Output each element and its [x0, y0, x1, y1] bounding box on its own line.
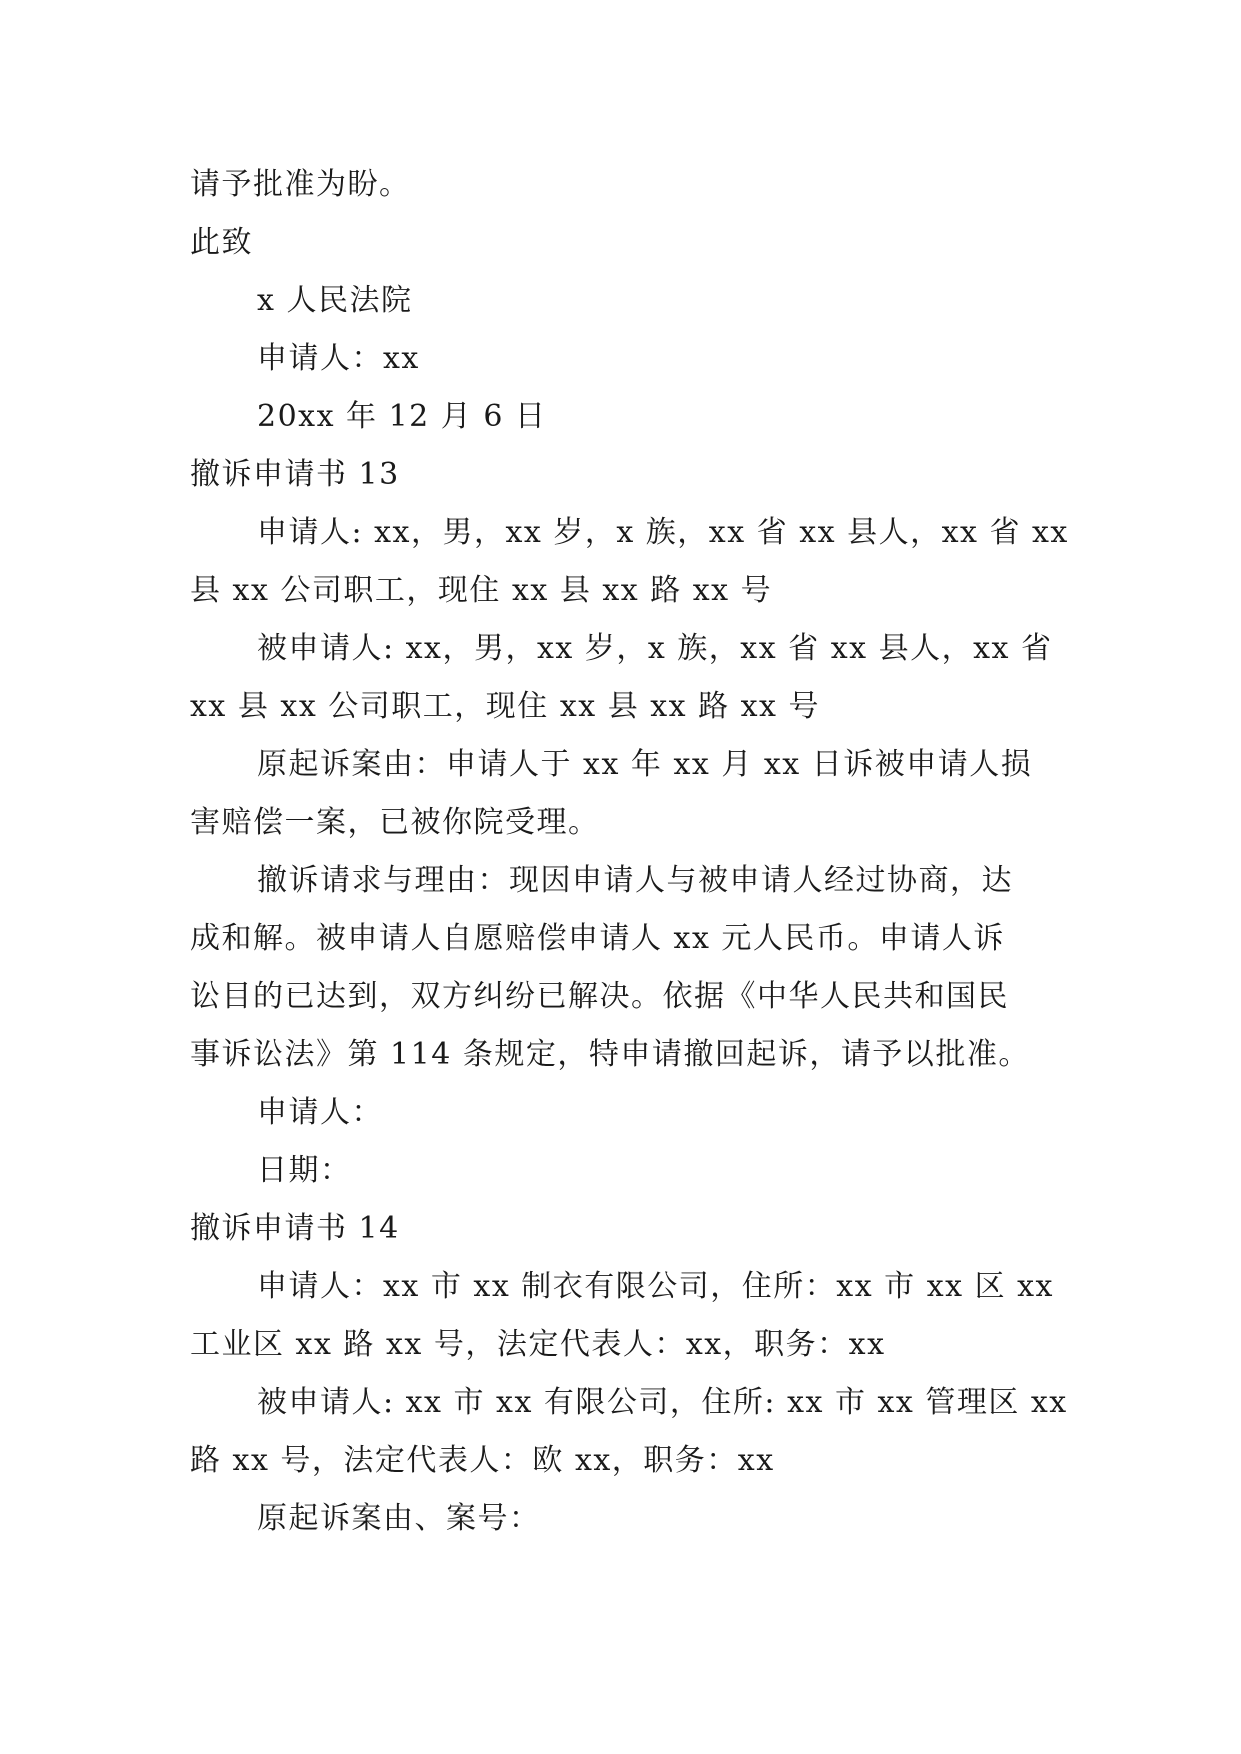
text-line: 请予批准为盼。 — [190, 167, 411, 202]
court-name: x 人民法院 — [257, 283, 413, 318]
text-line: 事诉讼法》第 114 条规定，特申请撤回起诉，请予以批准。 — [190, 1037, 1030, 1072]
text-line: 成和解。被申请人自愿赔偿申请人 xx 元人民币。申请人诉 — [190, 921, 1005, 956]
applicant-signature: 申请人： — [257, 1095, 383, 1130]
text-line: 县 xx 公司职工，现住 xx 县 xx 路 xx 号 — [190, 573, 773, 608]
text-line: 原起诉案由：申请人于 xx 年 xx 月 xx 日诉被申请人损 — [257, 747, 1033, 782]
text-line: 申请人：xx 市 xx 制衣有限公司，住所：xx 市 xx 区 xx — [257, 1269, 1054, 1304]
text-line: 被申请人: xx 市 xx 有限公司，住所: xx 市 xx 管理区 xx — [257, 1385, 1068, 1420]
date-line: 日期： — [257, 1153, 352, 1188]
text-line: 申请人: xx，男，xx 岁，x 族，xx 省 xx 县人，xx 省 xx — [257, 515, 1069, 550]
section-heading: 撤诉申请书 13 — [190, 457, 400, 492]
text-line: 讼目的已达到，双方纠纷已解决。依据《中华人民共和国民 — [190, 979, 1009, 1014]
text-line: xx 县 xx 公司职工，现住 xx 县 xx 路 xx 号 — [190, 689, 821, 724]
text-line: 害赔偿一案，已被你院受理。 — [190, 805, 600, 840]
text-line: 撤诉请求与理由：现因申请人与被申请人经过协商，达 — [257, 863, 1013, 898]
salutation: 此致 — [190, 225, 253, 260]
text-line: 路 xx 号，法定代表人：欧 xx，职务：xx — [190, 1443, 775, 1478]
date-line: 20xx 年 12 月 6 日 — [257, 399, 547, 434]
text-line: 被申请人: xx，男，xx 岁，x 族，xx 省 xx 县人，xx 省 — [257, 631, 1053, 666]
text-line: 工业区 xx 路 xx 号，法定代表人：xx，职务：xx — [190, 1327, 886, 1362]
applicant-signature: 申请人：xx — [257, 341, 420, 376]
text-line: 原起诉案由、案号： — [257, 1501, 541, 1536]
section-heading: 撤诉申请书 14 — [190, 1211, 400, 1246]
